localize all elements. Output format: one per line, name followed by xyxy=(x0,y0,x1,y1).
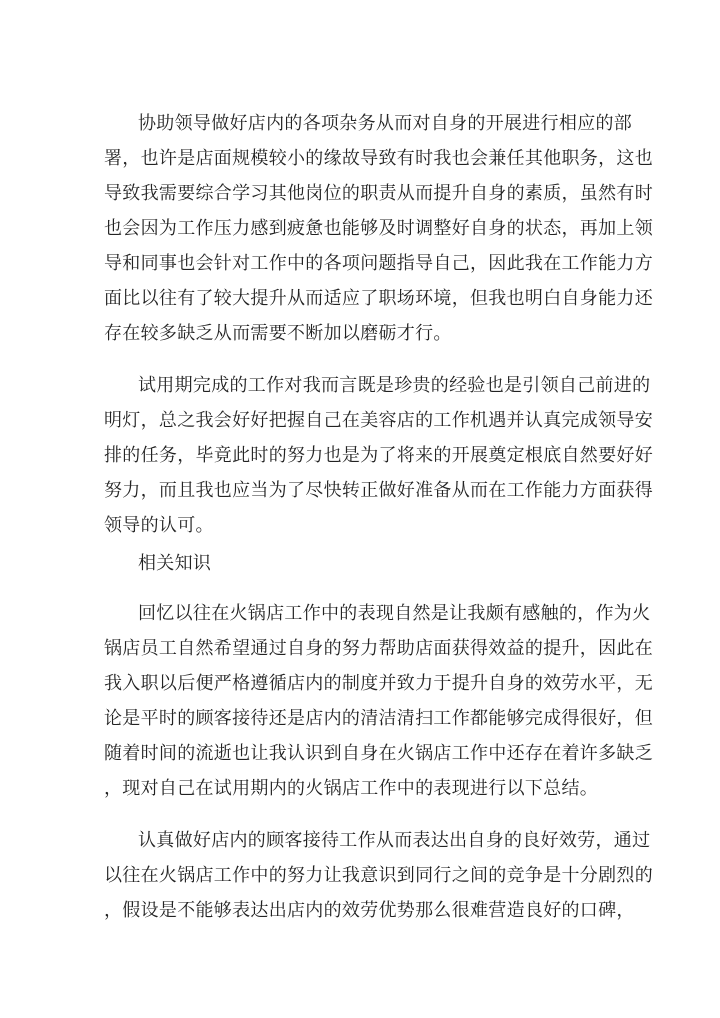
text-line: 面比以往有了较大提升从而适应了职场环境，但我也明白自身能力还 xyxy=(104,288,653,309)
text-line: 以往在火锅店工作中的努力让我意识到同行之间的竞争是十分剧烈的 xyxy=(104,865,653,886)
text-line: 随着时间的流逝也让我认识到自身在火锅店工作中还存在着许多缺乏 xyxy=(104,743,653,764)
text-line: 导致我需要综合学习其他岗位的职责从而提升自身的素质，虽然有时 xyxy=(104,183,653,204)
text-line: 论是平时的顾客接待还是店内的清洁清扫工作都能够完成得很好，但 xyxy=(104,708,653,729)
text-line: 协助领导做好店内的各项杂务从而对自身的开展进行相应的部 xyxy=(138,113,633,134)
section-heading: 相关知识 xyxy=(138,553,212,574)
text-line: 回忆以往在火锅店工作中的表现自然是让我颇有感触的，作为火 xyxy=(138,603,651,624)
text-line: 存在较多缺乏从而需要不断加以磨砺才行。 xyxy=(104,323,452,344)
text-line: 认真做好店内的顾客接待工作从而表达出自身的良好效劳，通过 xyxy=(138,830,651,851)
text-line: 试用期完成的工作对我而言既是珍贵的经验也是引领自己前进的 xyxy=(138,375,651,396)
text-line: 我入职以后便严格遵循店内的制度并致力于提升自身的效劳水平，无 xyxy=(104,673,653,694)
text-line: 领导的认可。 xyxy=(104,515,214,536)
text-line: 努力，而且我也应当为了尽快转正做好准备从而在工作能力方面获得 xyxy=(104,480,653,501)
text-line: 明灯，总之我会好好把握自己在美容店的工作机遇并认真完成领导安 xyxy=(104,410,653,431)
text-line: ，现对自己在试用期内的火锅店工作中的表现进行以下总结。 xyxy=(104,778,599,799)
text-line: 署，也许是店面规模较小的缘故导致有时我也会兼任其他职务，这也 xyxy=(104,148,653,169)
text-line: 锅店员工自然希望通过自身的努力帮助店面获得效益的提升，因此在 xyxy=(104,638,653,659)
text-line: ，假设是不能够表达出店内的效劳优势那么很难营造良好的口碑， xyxy=(104,900,635,921)
text-line: 也会因为工作压力感到疲惫也能够及时调整好自身的状态，再加上领 xyxy=(104,218,653,239)
text-line: 排的任务，毕竟此时的努力也是为了将来的开展奠定根底自然要好好 xyxy=(104,445,653,466)
text-line: 导和同事也会针对工作中的各项问题指导自己，因此我在工作能力方 xyxy=(104,253,653,274)
